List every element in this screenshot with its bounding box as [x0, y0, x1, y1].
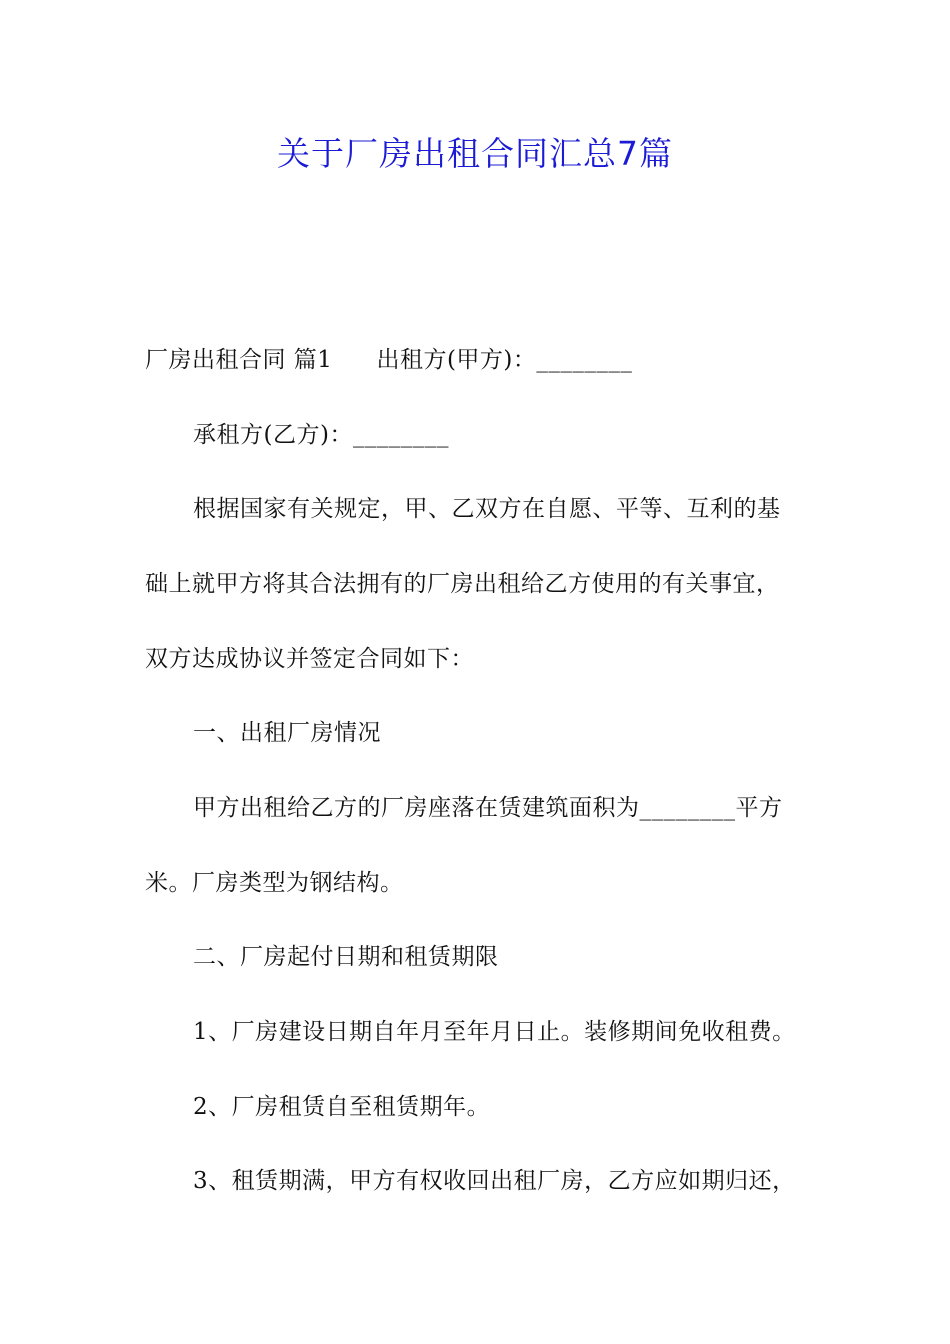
section-heading: 二、厂房起付日期和租赁期限 [193, 944, 499, 970]
first-line [145, 342, 825, 378]
list-item: 2、厂房租赁自至租赁期年。 [193, 1094, 491, 1120]
paragraph-line: 础上就甲方将其合法拥有的厂房出租给乙方使用的有关事宜， [145, 571, 780, 597]
lessor-field: 出租方(甲方)：________ [376, 347, 633, 373]
contract-heading: 厂房出租合同 篇1 [145, 347, 333, 373]
paragraph-line: 甲方出租给乙方的厂房座落在赁建筑面积为________平方 [193, 795, 783, 821]
document-title: 关于厂房出租合同汇总7篇 [277, 134, 673, 173]
paragraph-line: 米。厂房类型为钢结构。 [145, 870, 404, 896]
section-heading: 一、出租厂房情况 [193, 720, 381, 746]
lessee-field: 承租方(乙方)：________ [193, 422, 449, 448]
list-item: 1、厂房建设日期自年月至年月日止。装修期间免收租费。 [193, 1019, 796, 1045]
list-item: 3、租赁期满，甲方有权收回出租厂房，乙方应如期归还， [193, 1168, 796, 1194]
paragraph-line: 双方达成协议并签定合同如下： [145, 646, 474, 672]
paragraph-line: 根据国家有关规定，甲、乙双方在自愿、平等、互利的基 [193, 496, 781, 522]
